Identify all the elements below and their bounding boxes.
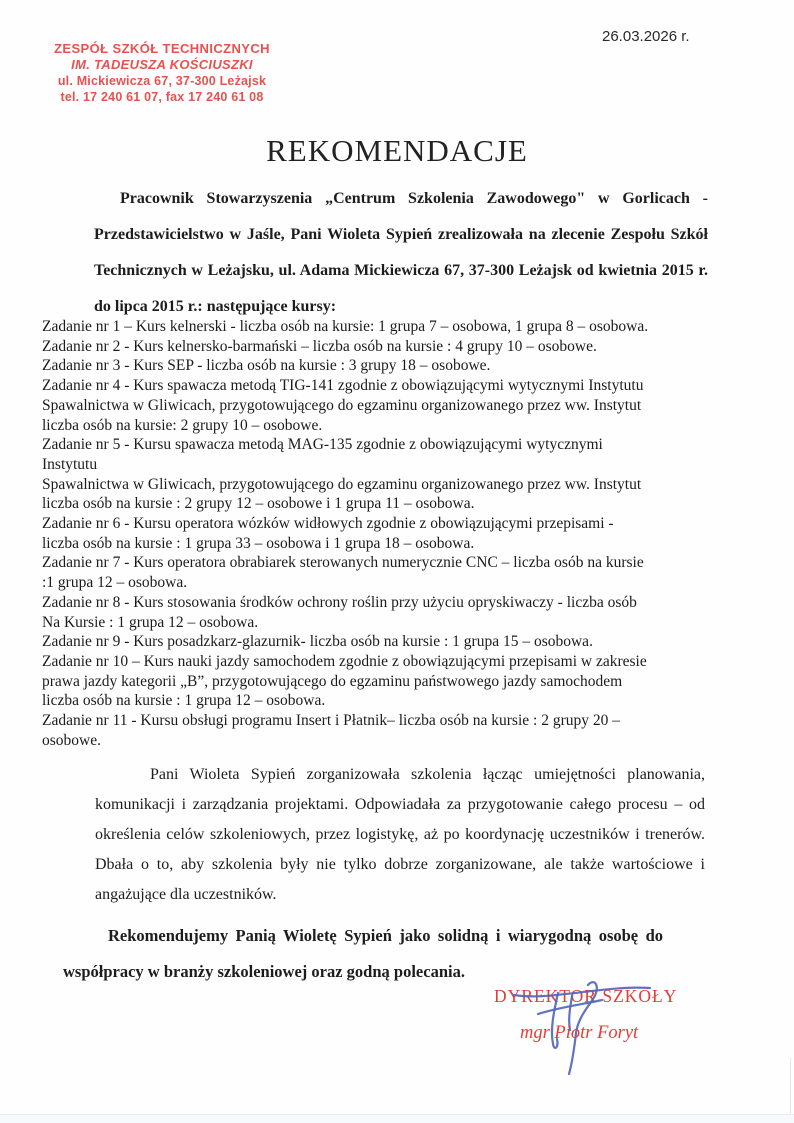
course-line: prawa jazdy kategorii „B”, przygotowującego do egzaminu państwowego jazdy samochodem — [42, 672, 623, 690]
scan-bottom-band — [0, 1114, 794, 1123]
summary-paragraph: Pani Wioleta Sypień zorganizowała szkolenia łącząc umiejętności planowania, komunikacji i zarządzania projektami. Odpowiadała za przygotowanie całego procesu – od określenia celów szkoleniowych, przez logistykę, aż po koordynację uczestników i trenerów. Dbała o to, aby szkolenia były nie tylko dobrze zorganizowane, ale także wartościowe i angażujące dla uczestników. — [95, 766, 705, 903]
signer-name: mgr Piotr Foryt — [520, 1023, 639, 1043]
course-line: Zadanie nr 6 - Kursu operatora wózków widłowych zgodnie z obowiązującymi przepisami - — [42, 515, 614, 533]
course-line: Zadanie nr 7 - Kurs operatora obrabiarek sterowanych numerycznie CNC – liczba osób na kursie — [42, 554, 644, 572]
course-line: liczba osób na kursie : 1 grupa 33 – osobowa i 1 grupa 18 – osobowa. — [42, 534, 475, 552]
document-date: 26.03.2026 r. — [602, 28, 690, 45]
intro-paragraph: Pracownik Stowarzyszenia „Centrum Szkolenia Zawodowego" w Gorlicach - Przedstawicielstwo w Jaśle, Pani Wioleta Sypień zrealizowała na zlecenie Zespołu Szkół Technicznych w Leżajsku, ul. Adama Mickiewicza 67, 37-300 Leżajsk od kwietnia 2015 r. do lipca 2015 r.: następujące kursy: — [94, 190, 708, 315]
stamp-address: ul. Mickiewicza 67, 37-300 Leżajsk — [57, 74, 267, 88]
course-line: Zadanie nr 9 - Kurs posadzkarz-glazurnik- liczba osób na kursie : 1 grupa 15 – osobowa. — [42, 633, 593, 651]
course-line: Zadanie nr 3 - Kurs SEP - liczba osób na kursie : 3 grupy 18 – osobowe. — [42, 357, 491, 375]
course-line: liczba osób na kursie : 1 grupa 12 – osobowa. — [42, 692, 326, 710]
course-line: Spawalnictwa w Gliwicach, przygotowującego do egzaminu organizowanego przez ww. Instytut — [42, 475, 642, 493]
course-line: Zadanie nr 5 - Kursu spawacza metodą MAG-135 zgodnie z obowiązującymi wytycznymi — [42, 436, 603, 454]
course-line: Zadanie nr 4 - Kurs spawacza metodą TIG-141 zgodnie z obowiązującymi wytycznymi Instytutu — [42, 377, 644, 395]
course-list — [42, 317, 782, 750]
course-line: liczba osób na kursie: 2 grupy 10 – osobowe. — [42, 416, 323, 434]
course-line: Spawalnictwa w Gliwicach, przygotowującego do egzaminu organizowanego przez ww. Instytut — [42, 396, 642, 414]
course-line: liczba osób na kursie : 2 grupy 12 – osobowe i 1 grupa 11 – osobowa. — [42, 495, 475, 513]
director-title: DYREKTOR SZKOŁY — [494, 986, 678, 1006]
recommendation-paragraph: Rekomendujemy Panią Wioletę Sypień jako solidną i wiarygodną osobę do współpracy w branży szkoleniowej oraz godną polecania. — [63, 926, 663, 981]
course-line: Na Kursie : 1 grupa 12 – osobowa. — [42, 613, 259, 631]
course-line: Zadanie nr 8 - Kurs stosowania środków ochrony roślin przy użyciu opryskiwaczy - liczba osób — [42, 593, 637, 611]
stamp-patron-name: IM. TADEUSZA KOŚCIUSZKI — [71, 57, 253, 72]
stamp-school-name: ZESPÓŁ SZKÓŁ TECHNICZNYCH — [54, 41, 270, 56]
course-line: Zadanie nr 2 - Kurs kelnersko-barmański – liczba osób na kursie : 4 grupy 10 – osobowe. — [42, 337, 597, 355]
course-line: Zadanie nr 11 - Kursu obsługi programu Insert i Płatnik– liczba osób na kursie : 2 grupy 20 – — [42, 712, 620, 730]
stamp-phone-fax: tel. 17 240 61 07, fax 17 240 61 08 — [60, 90, 264, 104]
course-line: Zadanie nr 10 – Kurs nauki jazdy samochodem zgodnie z obowiązującymi przepisami w zakresie — [42, 652, 647, 670]
document-title: REKOMENDACJE — [266, 133, 528, 168]
school-stamp — [48, 41, 276, 105]
course-line: :1 grupa 12 – osobowa. — [42, 574, 188, 592]
course-line: Zadanie nr 1 – Kurs kelnerski - liczba osób na kursie: 1 grupa 7 – osobowa, 1 grupa 8 – osobowa. — [42, 318, 649, 335]
course-line: Instytutu — [42, 455, 98, 473]
course-line: osobowe. — [42, 731, 101, 749]
scan-right-edge — [790, 1058, 791, 1114]
